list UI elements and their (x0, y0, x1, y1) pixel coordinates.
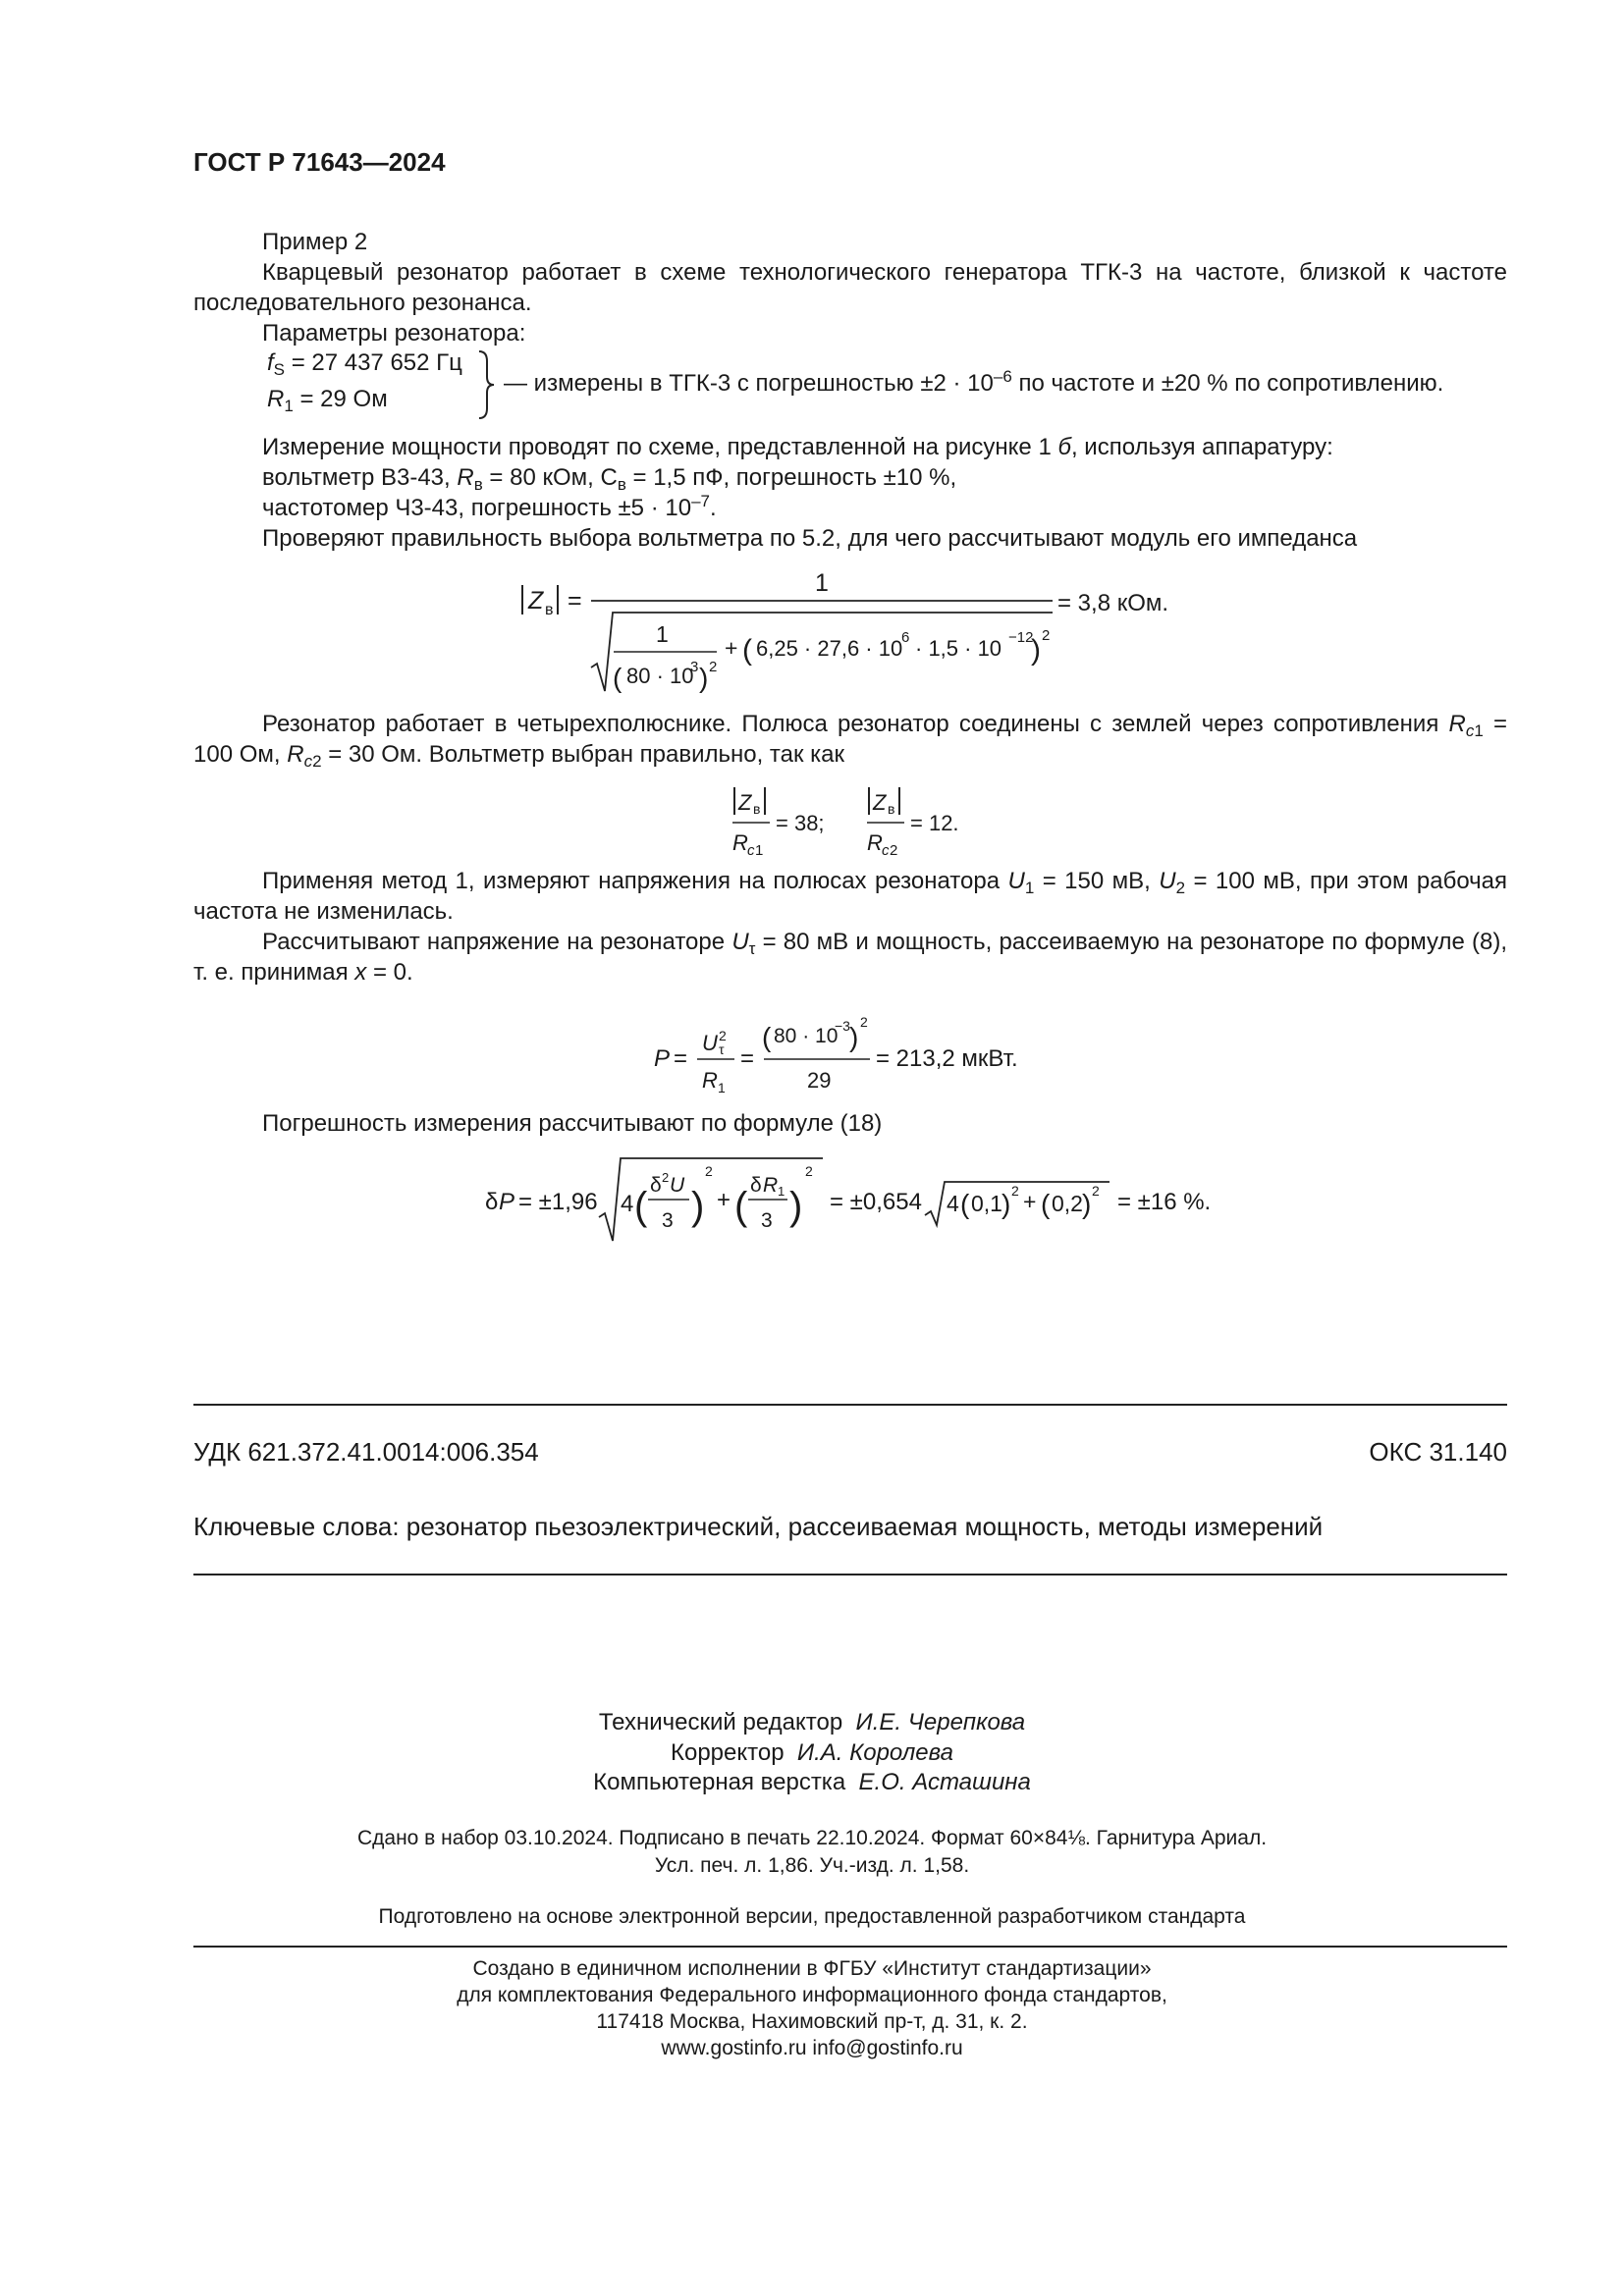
created-1: Создано в единичном исполнении в ФГБУ «Институт стандартизации» (472, 1957, 1152, 1980)
formula-error (481, 1148, 1227, 1247)
method-text: Применяя метод 1, измеряют напряжения на полюсах резонатора $U_1 = 150$ мВ, $U_2 = 100$ мВ, при этом рабочая частота не изменилась. (193, 868, 1507, 925)
oks: ОКС 31.140 (1369, 1437, 1507, 1467)
svg-text:−12: −12 (1008, 629, 1034, 646)
fourpole-text: Резонатор работает в четырехполюснике. Полюса резонатор соединены с землей через сопротивления $R_{c1} = 100$ Ом, $R_{c2} = 30$ Ом. Вольтметр выбран правильно, так как (193, 711, 1508, 771)
svg-text:в: в (753, 801, 761, 817)
svg-text:= 12.: = 12. (910, 811, 959, 835)
svg-text:в: в (545, 602, 554, 618)
print-info-2: Усл. печ. л. 1,86. Уч.-изд. л. 1,58. (654, 1854, 970, 1877)
svg-text:29: 29 (807, 1068, 832, 1093)
svg-text:· 1,5 · 10: · 1,5 · 10 (915, 636, 1002, 661)
created-2: для комплектования Федерального информационного фонда стандартов, (457, 1984, 1167, 2006)
svg-text:Z: Z (873, 790, 887, 815)
svg-text:1: 1 (815, 569, 829, 597)
tech-editor: Технический редактор И.Е. Черепкова (598, 1709, 1026, 1735)
keywords: Ключевые слова: резонатор пьезоэлектрический, рассеиваемая мощность, методы измерений (193, 1512, 1324, 1541)
svg-text:1: 1 (718, 1080, 726, 1095)
svg-text:=: = (740, 1045, 755, 1072)
svg-text:): ) (699, 663, 709, 693)
param-r1: $R_1 = 29$ Ом (267, 386, 388, 415)
svg-text:−3: −3 (835, 1018, 850, 1034)
svg-text:(: ( (734, 1185, 748, 1228)
svg-text:δ: δ (485, 1189, 499, 1215)
svg-text:=: = (674, 1045, 688, 1072)
svg-text:4: 4 (621, 1191, 634, 1217)
svg-text:): ) (691, 1185, 705, 1228)
svg-text:R: R (702, 1068, 718, 1093)
svg-text:R: R (763, 1174, 779, 1197)
svg-text:3: 3 (662, 1209, 674, 1232)
svg-text:= ±0,654: = ±0,654 (830, 1189, 922, 1215)
svg-text:3: 3 (761, 1209, 773, 1232)
svg-text:3: 3 (690, 659, 699, 675)
svg-text:6: 6 (901, 629, 910, 646)
voltmeter-text: вольтметр В3-43, $R_в = 80$ кОм, $С_в = 1,5$ пФ, погрешность ±10 %, (262, 464, 957, 494)
svg-text:0,1: 0,1 (971, 1191, 1002, 1216)
prepared-note: Подготовлено на основе электронной версии, предоставленной разработчиком стандарта (378, 1905, 1246, 1928)
svg-text:Z: Z (528, 587, 544, 614)
svg-text:1: 1 (656, 621, 669, 647)
svg-text:2: 2 (662, 1170, 670, 1185)
calc-text: Рассчитывают напряжение на резонаторе $U_\tau = 80$ мВ и мощность, рассеиваемую на резонаторе по формуле (8), т. е. принимая x = 0. (193, 929, 1508, 986)
svg-text:+: + (1023, 1189, 1037, 1214)
svg-text:(: ( (634, 1185, 648, 1228)
svg-text:2: 2 (1042, 627, 1051, 644)
check-text: Проверяют правильность выбора вольтметра по 5.2, для чего рассчитывают модуль его импеданса (262, 525, 1358, 552)
svg-text:P: P (654, 1045, 671, 1072)
svg-text:δ: δ (650, 1174, 662, 1197)
formula-power (648, 999, 1060, 1097)
brace-icon (475, 349, 497, 420)
svg-text:80 · 10: 80 · 10 (626, 664, 694, 688)
svg-text:R: R (867, 830, 883, 855)
svg-text:c: c (747, 842, 755, 859)
corrector: Корректор И.А. Королева (671, 1739, 953, 1766)
svg-text:(: ( (960, 1189, 970, 1219)
example-intro: Кварцевый резонатор работает в схеме технологического генератора ТГК-3 на частоте, близкой к частоте последовательного резонанса. (193, 259, 1507, 316)
power-measure-text: Измерение мощности проводят по схеме, представленной на рисунке 1 б, используя аппаратуру: (262, 434, 1333, 460)
param-fs-value: = 27 437 652 Гц (291, 349, 462, 376)
svg-text:): ) (789, 1185, 803, 1228)
formula-impedance (511, 561, 1198, 709)
layout-editor: Компьютерная верстка Е.О. Асташина (593, 1769, 1031, 1795)
svg-text:+: + (717, 1187, 731, 1213)
top-rule (193, 1404, 1507, 1406)
svg-text:2: 2 (709, 659, 718, 675)
freqmeter-text: частотомер Ч3-43, погрешность $\pm 5 \cdot 10^{-7}$. (262, 492, 717, 521)
svg-text:2: 2 (860, 1014, 868, 1030)
params-label: Параметры резонатора: (262, 320, 526, 347)
formula-ratios (727, 781, 982, 860)
svg-text:80 · 10: 80 · 10 (774, 1025, 839, 1047)
svg-text:): ) (849, 1022, 859, 1052)
svg-text:6,25 · 27,6 · 10: 6,25 · 27,6 · 10 (756, 636, 903, 661)
svg-text:P: P (499, 1189, 515, 1215)
example-title: Пример 2 (262, 229, 368, 255)
param-r1-value: = 29 Ом (299, 386, 388, 412)
param-fs: $f_S = 27$ 437 652 Гц (267, 349, 462, 379)
svg-text:= 38;: = 38; (776, 811, 825, 835)
svg-text:): ) (1001, 1189, 1011, 1219)
svg-text:=: = (568, 587, 582, 614)
svg-text:Z: Z (738, 790, 752, 815)
created-4: www.gostinfo.ru info@gostinfo.ru (661, 2037, 963, 2059)
svg-text:= ±16 %.: = ±16 %. (1117, 1189, 1212, 1215)
svg-text:(: ( (762, 1022, 772, 1052)
svg-text:U: U (702, 1031, 718, 1055)
svg-text:τ: τ (719, 1041, 725, 1057)
svg-text:4: 4 (947, 1191, 959, 1216)
svg-text:0,2: 0,2 (1052, 1191, 1083, 1216)
keywords-rule (193, 1574, 1507, 1575)
svg-text:(: ( (742, 634, 752, 667)
svg-text:): ) (1031, 634, 1041, 667)
svg-text:2: 2 (1092, 1183, 1100, 1199)
error-text: Погрешность измерения рассчитывают по формуле (18) (262, 1110, 883, 1137)
svg-text:(: ( (1041, 1189, 1051, 1219)
measured-note: — измерены в ТГК-3 с погрешностью $\pm 2 \cdot 10^{-6}$ по частоте и ±20 % по сопротивлению. (504, 367, 1444, 397)
svg-text:(: ( (613, 663, 623, 693)
created-3: 117418 Москва, Нахимовский пр-т, д. 31, к. 2. (596, 2010, 1028, 2033)
svg-text:2: 2 (705, 1163, 713, 1179)
svg-text:2: 2 (805, 1163, 813, 1179)
svg-text:= 213,2 мкВт.: = 213,2 мкВт. (876, 1045, 1018, 1072)
standard-header: ГОСТ Р 71643—2024 (193, 147, 446, 177)
svg-text:2: 2 (890, 842, 898, 859)
svg-text:δ: δ (750, 1174, 762, 1197)
svg-text:+: + (725, 635, 738, 661)
svg-text:c: c (882, 842, 890, 859)
print-info-1: Сдано в набор 03.10.2024. Подписано в печать 22.10.2024. Формат 60×84⅛. Гарнитура Ариал. (356, 1827, 1268, 1849)
svg-text:): ) (1082, 1189, 1092, 1219)
svg-text:1: 1 (755, 842, 764, 859)
svg-text:2: 2 (1011, 1183, 1019, 1199)
svg-text:в: в (888, 801, 895, 817)
svg-text:1: 1 (778, 1184, 785, 1199)
svg-text:U: U (670, 1174, 685, 1197)
svg-text:R: R (732, 830, 748, 855)
svg-text:2: 2 (719, 1028, 727, 1043)
svg-text:= ±1,96: = ±1,96 (518, 1189, 598, 1215)
udk: УДК 621.372.41.0014:006.354 (193, 1437, 539, 1467)
bottom-rule (193, 1946, 1507, 1948)
svg-text:= 3,8 кОм.: = 3,8 кОм. (1057, 590, 1169, 616)
